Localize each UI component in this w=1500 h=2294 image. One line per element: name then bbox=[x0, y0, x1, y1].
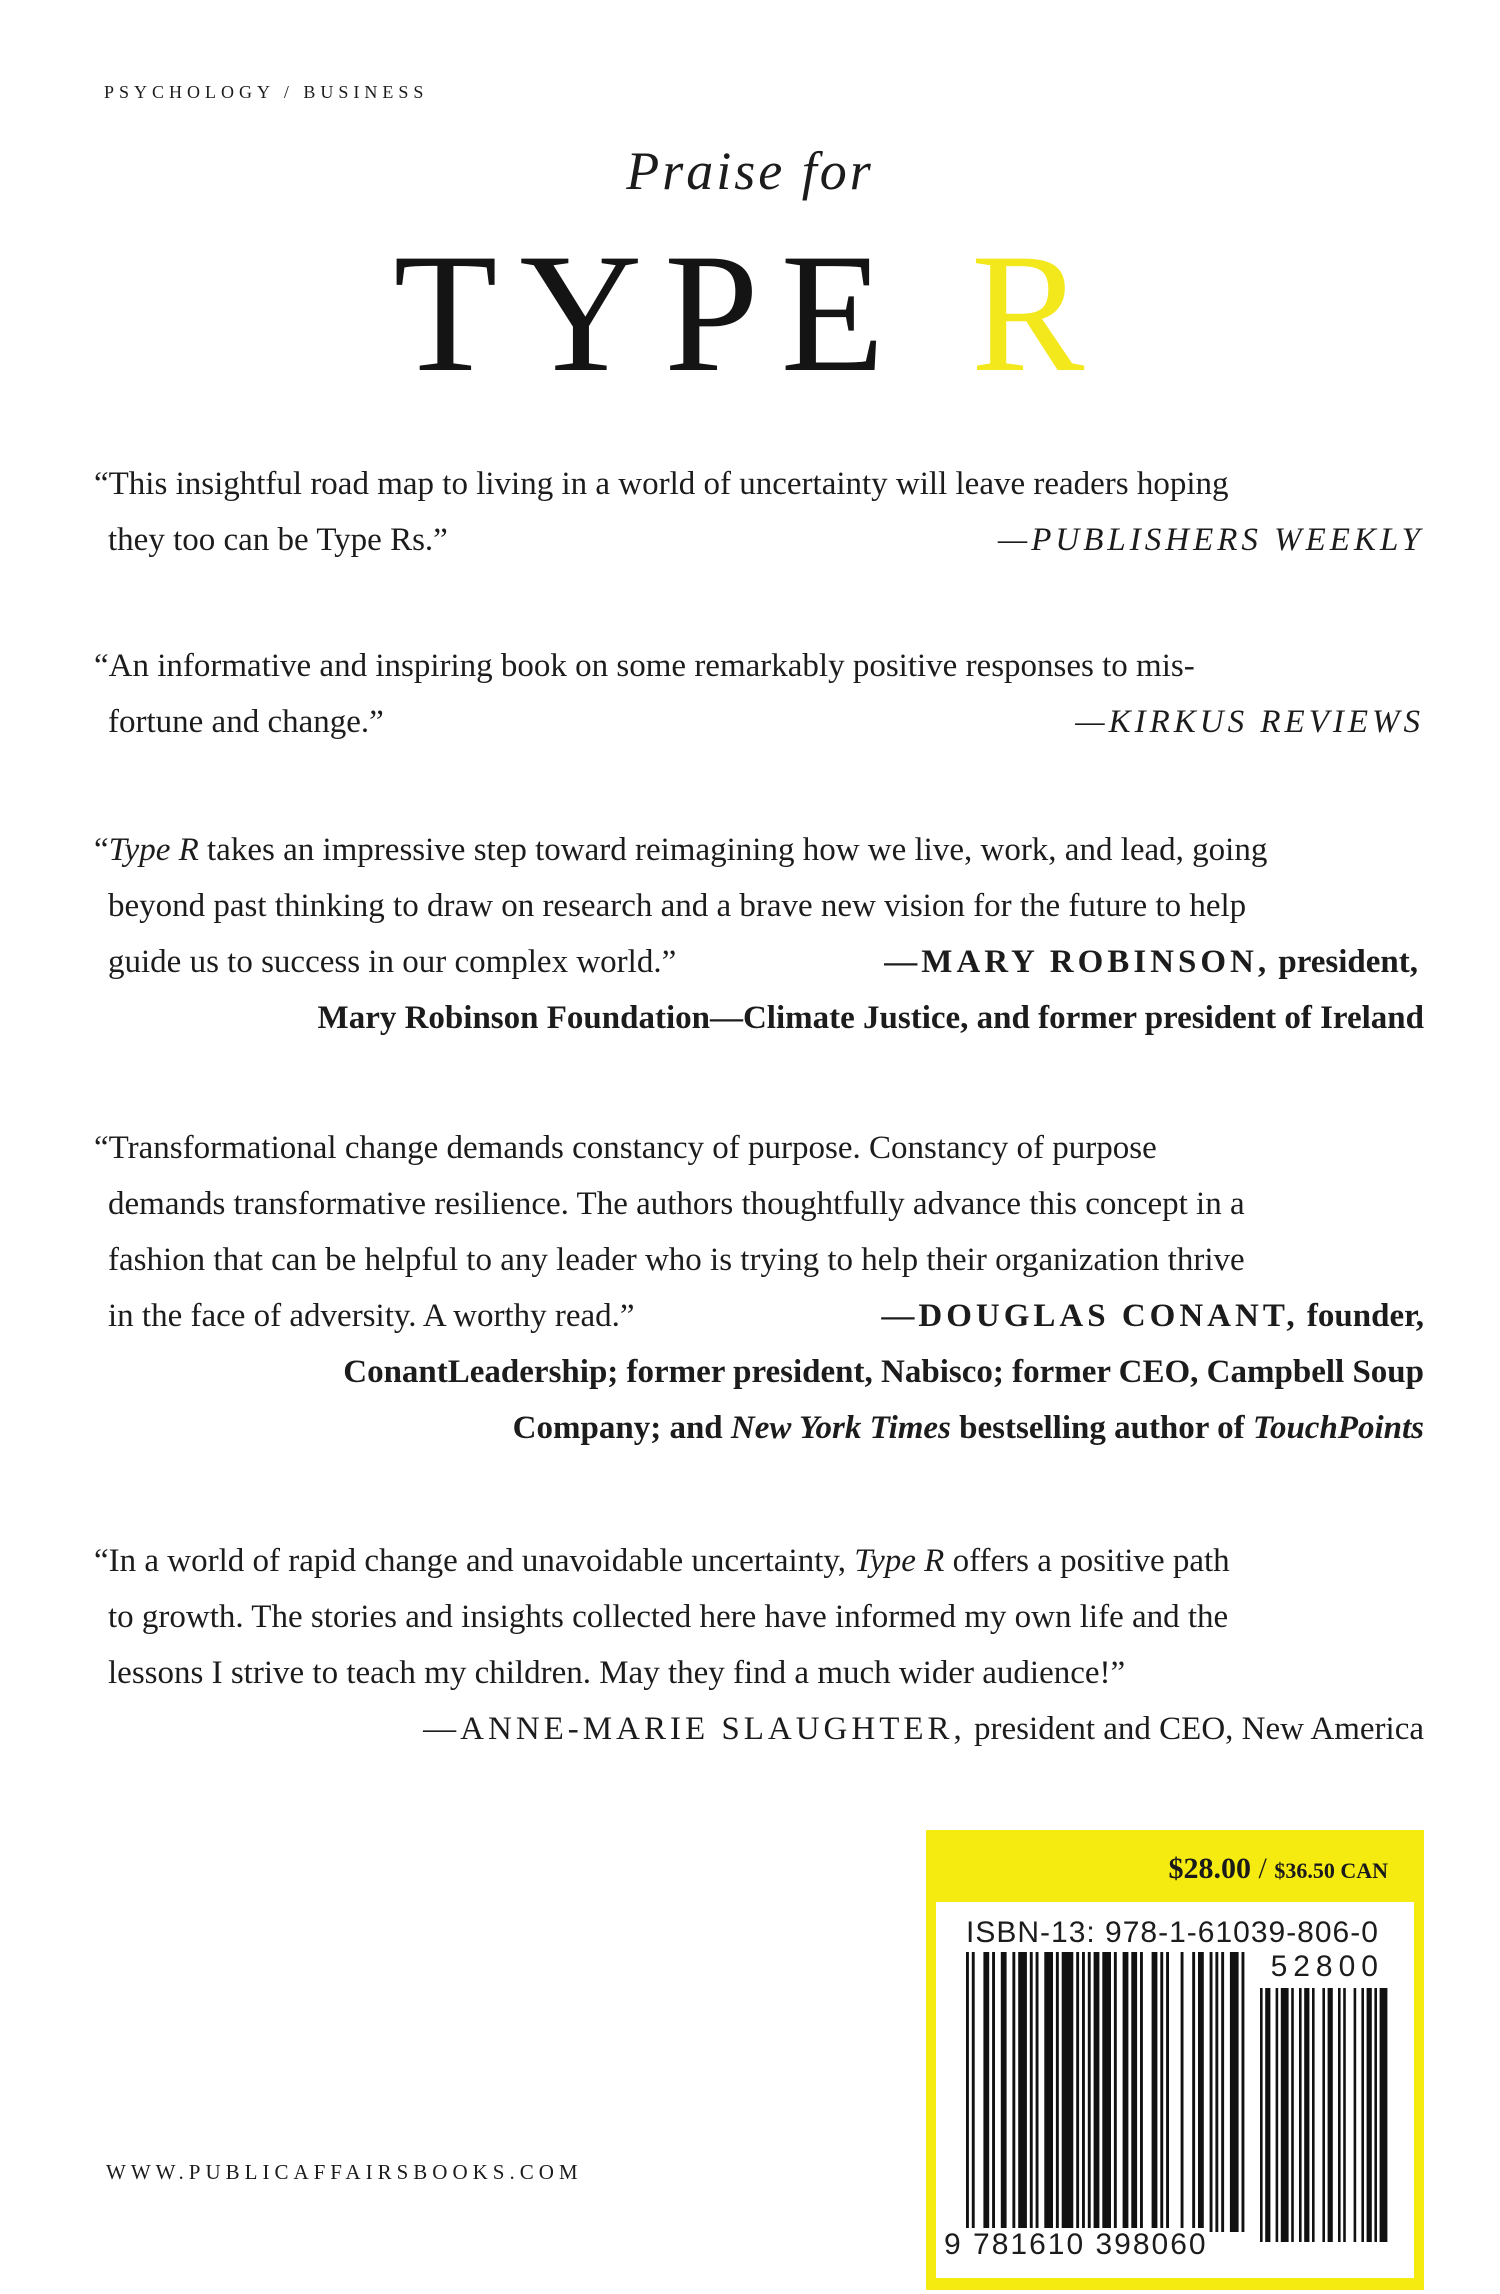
quote-line-with-source bbox=[94, 694, 1424, 750]
quote-anne-marie-slaughter bbox=[94, 1533, 1424, 1757]
barcode-bar bbox=[1230, 1952, 1239, 2232]
quote-text: takes an impressive step toward reimagining how we live, work, and lead, going bbox=[198, 832, 1268, 868]
quote-text: “In a world of rapid change and unavoidable uncertainty, bbox=[94, 1543, 855, 1579]
price-barcode-box bbox=[926, 1830, 1424, 2290]
quote-line: they too can be Type Rs.” bbox=[108, 522, 448, 558]
barcode-bar bbox=[1328, 1988, 1333, 2242]
barcode-bar bbox=[1354, 1988, 1357, 2242]
barcode-bar bbox=[1367, 1988, 1372, 2242]
barcode-bar bbox=[1094, 1952, 1100, 2232]
source-name: —DOUGLAS CONANT, bbox=[881, 1298, 1299, 1334]
source-name: —ANNE-MARIE SLAUGHTER, bbox=[423, 1711, 966, 1747]
quote-source bbox=[881, 1288, 1424, 1344]
source-italic: TouchPoints bbox=[1252, 1410, 1424, 1446]
barcode-bar bbox=[1082, 1952, 1085, 2232]
barcode-bar bbox=[1062, 1952, 1074, 2232]
quote-line: “This insightful road map to living in a world of uncertainty will leave readers hoping bbox=[94, 466, 1229, 502]
quote-line-with-source bbox=[94, 1288, 1424, 1344]
publisher-website: WWW.PUBLICAFFAIRSBOOKS.COM bbox=[106, 2160, 583, 2184]
book-title-italic: Type R bbox=[854, 1543, 945, 1579]
barcode-bar bbox=[1001, 1952, 1007, 2232]
quote-publishers-weekly bbox=[94, 456, 1424, 568]
barcode-bar bbox=[1114, 1952, 1117, 2232]
barcode-bar bbox=[1018, 1952, 1027, 2232]
quote-line: “Transformational change demands constancy of purpose. Constancy of purpose bbox=[94, 1130, 1157, 1166]
quote-line-with-source bbox=[94, 512, 1424, 568]
quote-source bbox=[94, 1701, 1424, 1757]
barcode-bar bbox=[1123, 1952, 1129, 2232]
barcode-bar bbox=[1140, 1952, 1143, 2232]
quote-line: beyond past thinking to draw on research and a brave new vision for the future to help bbox=[108, 888, 1247, 924]
quote-line: demands transformative resilience. The authors thoughtfully advance this concept in a bbox=[108, 1186, 1245, 1222]
source-affiliation: Mary Robinson Foundation—Climate Justice, and former president of Ireland bbox=[317, 1000, 1424, 1036]
barcode-bar bbox=[1192, 1952, 1195, 2232]
price-can: $36.50 CAN bbox=[1274, 1858, 1388, 1883]
source-role: president, bbox=[1270, 944, 1418, 980]
barcode-bar bbox=[1374, 1988, 1377, 2242]
barcode-bar bbox=[992, 1952, 995, 2232]
barcode-bar bbox=[1343, 1988, 1346, 2242]
barcode-bar bbox=[1056, 1952, 1059, 2232]
barcode-bar bbox=[1076, 1952, 1079, 2232]
barcode-bar bbox=[1160, 1952, 1163, 2232]
isbn-label: ISBN-13: 978-1-61039-806-0 bbox=[966, 1916, 1379, 1949]
barcode-bar bbox=[983, 1952, 989, 2232]
source-role: founder, bbox=[1298, 1298, 1424, 1334]
barcode-bar bbox=[1036, 1952, 1039, 2232]
book-title-italic: Type R bbox=[108, 832, 199, 868]
quote-douglas-conant bbox=[94, 1120, 1424, 1456]
source-name: —MARY ROBINSON, bbox=[884, 944, 1271, 980]
barcode-bar bbox=[1260, 1988, 1263, 2242]
price-label bbox=[1168, 1852, 1388, 1886]
barcode-bar bbox=[972, 1952, 975, 2232]
source-text: bestselling author of bbox=[950, 1410, 1253, 1446]
barcode-bar bbox=[1312, 1988, 1315, 2242]
barcode-area bbox=[936, 1902, 1414, 2278]
source-italic: New York Times bbox=[730, 1410, 951, 1446]
quote-line: “Type R takes an impressive step toward reimagining how we live, work, and lead, going bbox=[94, 832, 1268, 868]
barcode-bar bbox=[1012, 1952, 1015, 2232]
quote-line: fashion that can be helpful to any leader who is trying to help their organization thrive bbox=[108, 1242, 1245, 1278]
title-main: TYPE bbox=[393, 219, 907, 407]
barcode-bar bbox=[1242, 1952, 1245, 2232]
barcode-bar bbox=[1299, 1988, 1302, 2242]
quote-mary-robinson bbox=[94, 822, 1424, 1046]
source-role: president and CEO, New America bbox=[965, 1711, 1424, 1747]
quote-line: in the face of adversity. A worthy read.” bbox=[108, 1298, 635, 1334]
ean5-code: 52800 bbox=[1270, 1950, 1384, 1983]
source-affiliation-2 bbox=[94, 1400, 1424, 1456]
ean13-digits: 9 781610 398060 bbox=[944, 2228, 1208, 2261]
barcode-bar bbox=[1322, 1988, 1325, 2242]
price-separator: / bbox=[1250, 1852, 1275, 1885]
barcode-bar bbox=[1265, 1988, 1270, 2242]
barcode-bar bbox=[1088, 1952, 1091, 2232]
quote-text: offers a positive path bbox=[944, 1543, 1230, 1579]
barcode-bar bbox=[1361, 1988, 1364, 2242]
ean5-barcode bbox=[1260, 1988, 1390, 2242]
barcode-bar bbox=[1152, 1952, 1158, 2232]
quote-line: fortune and change.” bbox=[108, 704, 384, 740]
barcode-bar bbox=[1276, 1988, 1279, 2242]
barcode-bar bbox=[966, 1952, 969, 2232]
price-us: $28.00 bbox=[1168, 1852, 1251, 1885]
source-text: Company; and bbox=[512, 1410, 731, 1446]
barcode-bar bbox=[1338, 1988, 1341, 2242]
barcode-bar bbox=[1044, 1952, 1053, 2232]
quote-line-with-source bbox=[94, 934, 1424, 990]
barcode-bar bbox=[1198, 1952, 1204, 2232]
source-affiliation: ConantLeadership; former president, Nabisco; former CEO, Campbell Soup bbox=[343, 1354, 1424, 1390]
barcode-bar bbox=[1030, 1952, 1033, 2232]
praise-heading: Praise for bbox=[626, 141, 874, 201]
quote-kirkus bbox=[94, 638, 1424, 750]
quote-line: guide us to success in our complex world.” bbox=[108, 944, 677, 980]
quote-source: —PUBLISHERS WEEKLY bbox=[997, 522, 1424, 558]
barcode-bar bbox=[1210, 1952, 1213, 2232]
barcode-bar bbox=[1131, 1952, 1137, 2232]
quote-source bbox=[884, 934, 1424, 990]
barcode-bar bbox=[1291, 1988, 1294, 2242]
barcode-bar bbox=[1380, 1988, 1388, 2242]
barcode-bar bbox=[1221, 1952, 1224, 2232]
book-title bbox=[0, 219, 1500, 407]
quote-source: —KIRKUS REVIEWS bbox=[1075, 704, 1424, 740]
barcode-bar bbox=[1102, 1952, 1111, 2232]
quote-line bbox=[94, 1533, 1424, 1589]
quote-line: lessons I strive to teach my children. May they find a much wider audience!” bbox=[108, 1655, 1126, 1691]
ean13-barcode bbox=[966, 1952, 1246, 2242]
quote-line: “An informative and inspiring book on some remarkably positive responses to mis- bbox=[94, 648, 1195, 684]
barcode-bar bbox=[1304, 1988, 1309, 2242]
title-accent: R bbox=[971, 219, 1107, 407]
barcode-bar bbox=[1215, 1952, 1218, 2232]
category-label: PSYCHOLOGY / BUSINESS bbox=[104, 82, 429, 102]
quote-line: to growth. The stories and insights collected here have informed my own life and the bbox=[108, 1599, 1229, 1635]
barcode-bar bbox=[1181, 1952, 1184, 2232]
barcode-bar bbox=[1281, 1988, 1289, 2242]
barcode-bar bbox=[1166, 1952, 1169, 2232]
